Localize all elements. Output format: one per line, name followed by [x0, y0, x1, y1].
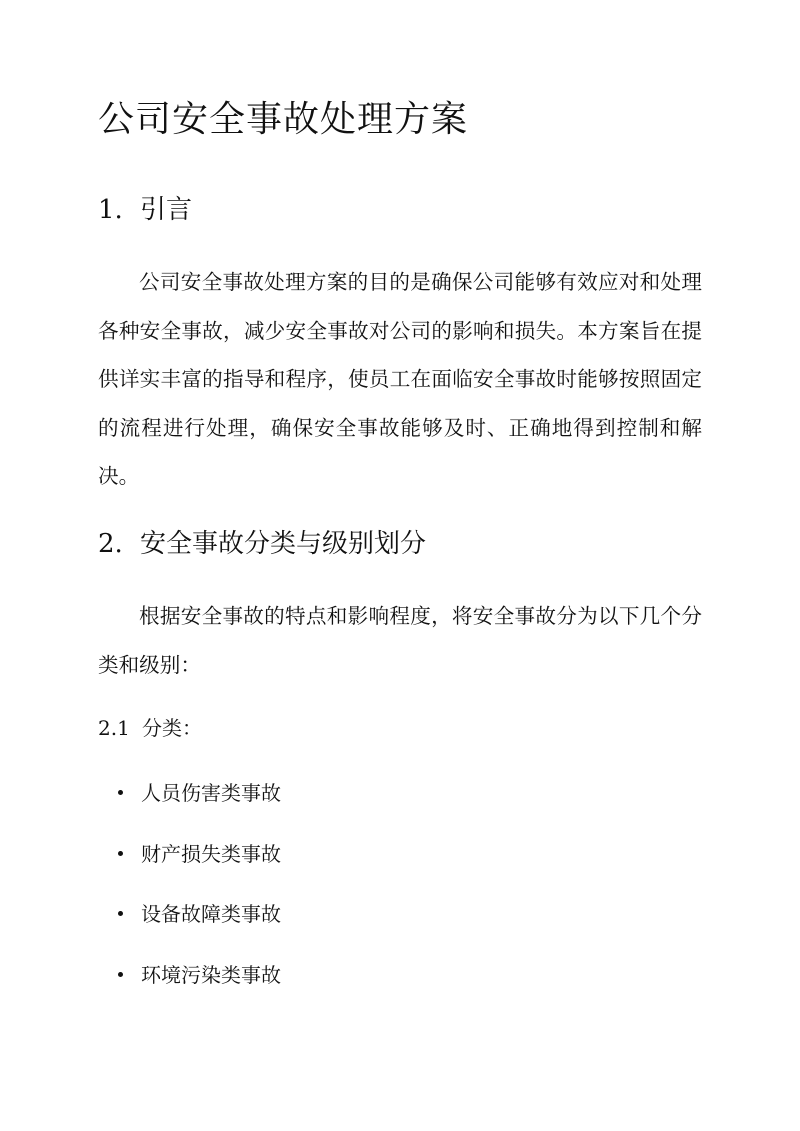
list-item [98, 776, 281, 837]
bullet-dot-icon [118, 911, 123, 916]
bullet-dot-icon [118, 790, 123, 795]
section-heading-classification [98, 526, 426, 562]
list-item-text: 设备故障类事故 [141, 902, 281, 926]
document-title: 公司安全事故处理方案 [98, 99, 469, 140]
section-number: 1. [98, 195, 123, 225]
list-item-text: 财产损失类事故 [141, 841, 281, 866]
section-number: 2. [98, 529, 123, 559]
category-list [98, 776, 281, 1018]
subsection-number: 2.1 [98, 716, 130, 740]
list-item [98, 958, 281, 1019]
subsection-title: 分类： [142, 716, 202, 740]
list-item [98, 897, 281, 958]
list-item-text: 环境污染类事故 [141, 962, 281, 987]
section-title: 引言 [140, 195, 193, 225]
section-title: 安全事故分类与级别划分 [140, 529, 427, 559]
subsection-heading-categories [98, 714, 202, 742]
section-heading-introduction [98, 192, 192, 228]
list-item-text: 人员伤害类事故 [141, 781, 281, 805]
list-item [98, 837, 281, 898]
introduction-paragraph: 公司安全事故处理方案的目的是确保公司能够有效应对和处理各种安全事故，减少安全事故对公司的影响和损失。本方案旨在提供详实丰富的指导和程序，使员工在面临安全事故时能够按照固定的流程进行处理，确保安全事故能够及时、正确地得到控制和解决。 [98, 270, 702, 488]
classification-paragraph: 根据安全事故的特点和影响程度，将安全事故分为以下几个分类和级别： [98, 604, 702, 677]
bullet-dot-icon [118, 851, 123, 856]
bullet-dot-icon [118, 972, 123, 977]
